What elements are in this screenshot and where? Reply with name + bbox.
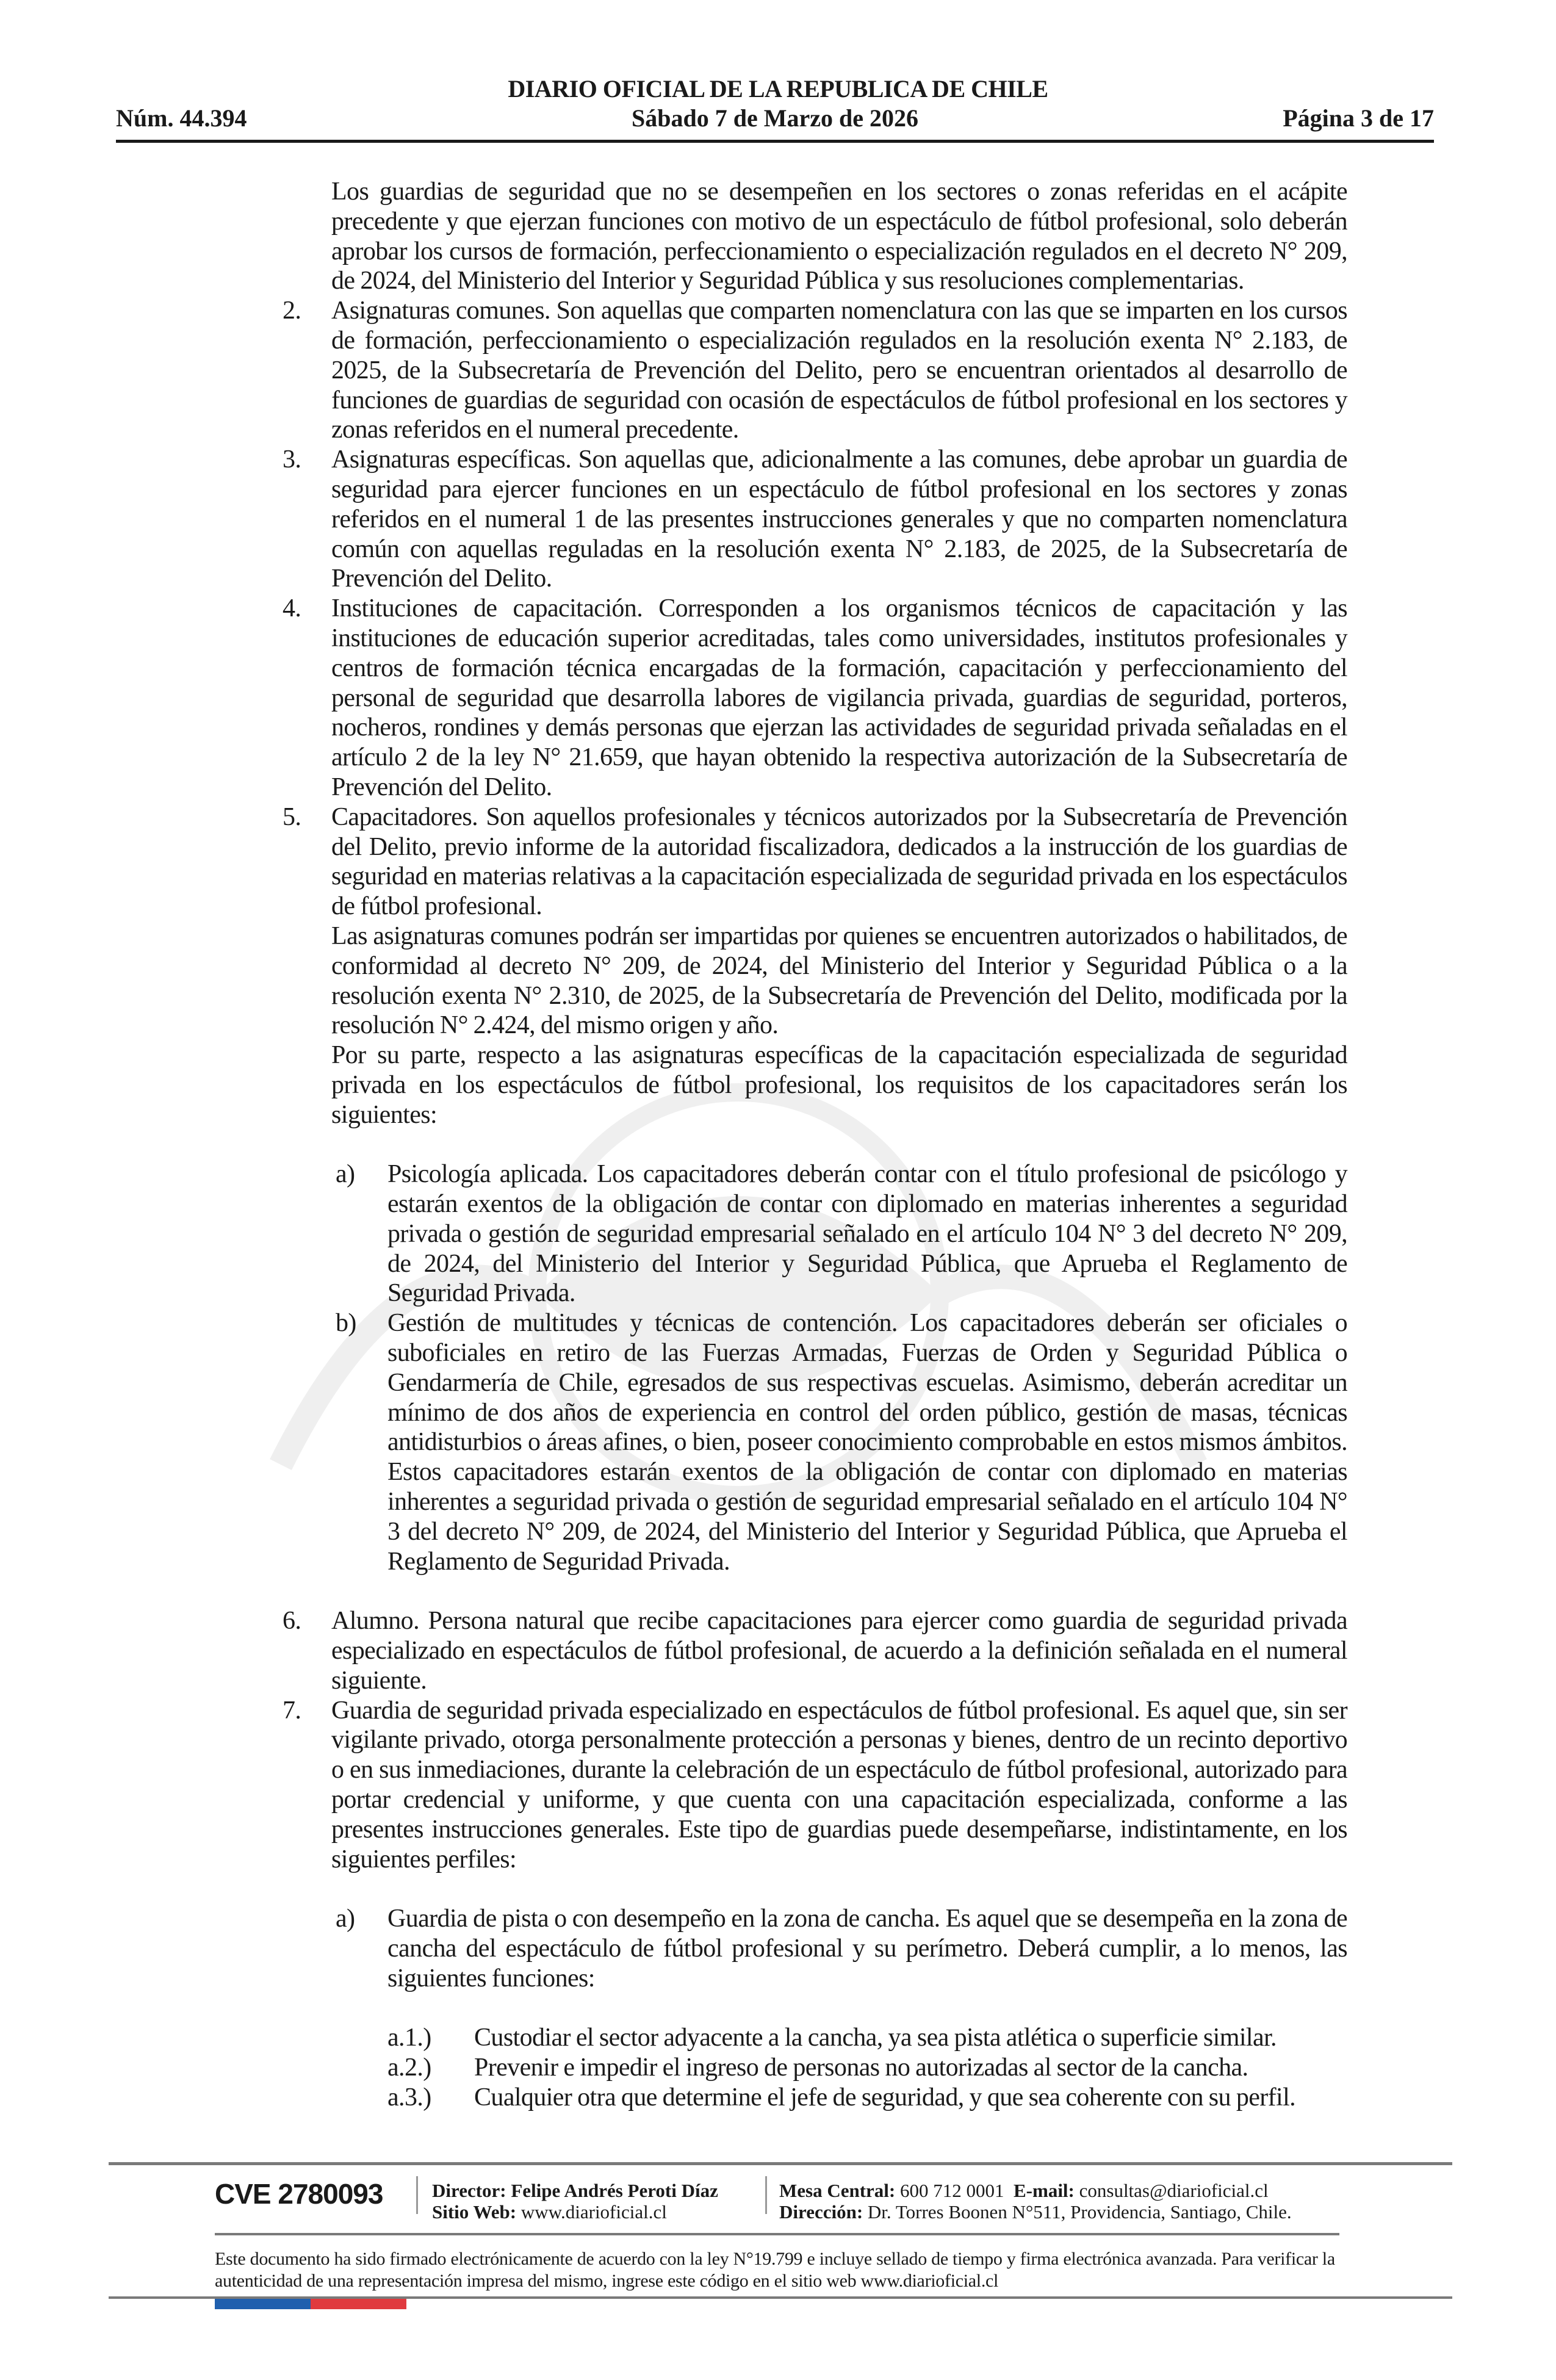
address-label: Dirección:	[779, 2201, 863, 2223]
footer-separator	[416, 2176, 418, 2214]
sub-item-text: Psicología aplicada. Los capacitadores deberán contar con el título profesional de psicólogo y estarán exentos de la obligación de contar con diplomado en materias inherentes a seguridad privada o gestión de seguridad empresarial señalado en el artículo 104 N° 3 del decreto N° 209, de 2024, del Ministerio del Interior y Seguridad Pública, que Aprueba el Reglamento de Seguridad Privada.	[387, 1160, 1347, 1308]
issue-number: Núm. 44.394	[116, 104, 247, 132]
sub-sub-item-label: a.1.)	[387, 2024, 431, 2052]
sub-item-text: Guardia de pista o con desempeño en la zona de cancha. Es aquel que se desempeña en la zona de cancha del espectáculo de fútbol profesional y su perímetro. Deberá cumplir, a lo menos, las siguientes funciones:	[387, 1905, 1347, 1992]
sub-sub-item-text: Prevenir e impedir el ingreso de personas no autorizadas al sector de la cancha.	[474, 2054, 1248, 2082]
item-text: Capacitadores. Son aquellos profesionales y técnicos autorizados por la Subsecretaría de Prevención del Delito, previo informe de la autoridad fiscalizadora, dedicados a la instrucción de los guardias de seguridad en materias relativas a la capacitación especializada de seguridad privada en los espectáculos de fútbol profesional.	[331, 802, 1347, 921]
item-text: Guardia de seguridad privada especializado en espectáculos de fútbol profesional. Es aquel que, sin ser vigilante privado, otorga personalmente protección a personas y bienes, dentro de un recinto deportivo o en sus inmediaciones, durante la celebración de un espectáculo de fútbol profesional, autorizado para portar credencial y uniforme, y que cuenta con una capacitación especializada, conforme a las presentes instrucciones generales. Este tipo de guardias puede desempeñarse, indistintamente, en los siguientes perfiles:	[331, 1696, 1347, 1873]
director-name: Felipe Andrés Peroti Díaz	[511, 2180, 718, 2201]
newspaper-title: DIARIO OFICIAL DE LA REPUBLICA DE CHILE	[508, 75, 1048, 103]
item-number: 7.	[283, 1696, 301, 1725]
sub-item	[283, 1904, 1347, 1993]
sub-item-text: Gestión de multitudes y técnicas de contención. Los capacitadores deberán ser oficiales o suboficiales en retiro de las Fuerzas Armadas, Fuerzas de Orden y Seguridad Pública o Gendarmería de Chile, egresados de sus respectivas escuelas. Asimismo, deberán acreditar un mínimo de dos años de experiencia en control del orden público, gestión de masas, técnicas antidisturbios o áreas afines, o bien, poseer conocimiento comprobable en estos mismos ámbitos. Estos capacitadores estarán exentos de la obligación de contar con diplomado en materias inherentes a seguridad privada o gestión de seguridad empresarial señalado en el artículo 104 N° 3 del decreto N° 209, de 2024, del Ministerio del Interior y Seguridad Pública, que Aprueba el Reglamento de Seguridad Privada.	[387, 1309, 1347, 1576]
list-item	[283, 1606, 1347, 1695]
footer-divider	[215, 2233, 1339, 2235]
sub-sub-item-label: a.3.)	[387, 2083, 431, 2111]
director-label: Director:	[432, 2180, 506, 2201]
phone-number: 600 712 0001	[900, 2180, 1004, 2201]
intro-paragraph: Los guardias de seguridad que no se desempeñen en los sectores o zonas referidas en el acápite precedente y que ejerzan funciones con motivo de un espectáculo de fútbol profesional, solo deberán aprobar los cursos de formación, perfeccionamiento o especialización regulados en el decreto N° 209, de 2024, del Ministerio del Interior y Seguridad Pública y sus resoluciones complementarias.	[331, 178, 1347, 295]
footer-contact-block	[779, 2180, 1292, 2223]
website-label: Sitio Web:	[432, 2201, 517, 2223]
list-item	[283, 594, 1347, 802]
signature-disclaimer: Este documento ha sido firmado electrónicamente de acuerdo con la ley N°19.799 e incluye sellado de tiempo y firma electrónica avanzada. Para verificar la autenticidad de una representación impresa del mismo, ingrese este código en el sitio web www.diarioficial.cl	[215, 2249, 1335, 2291]
phone-label: Mesa Central:	[779, 2180, 896, 2201]
item5-paragraph: Las asignaturas comunes podrán ser impartidas por quienes se encuentren autorizados o habilitados, de conformidad al decreto N° 209, de 2024, del Ministerio del Interior y Seguridad Pública o a la resolución exenta N° 2.310, de 2025, de la Subsecretaría de Prevención del Delito, modificada por la resolución N° 2.424, del mismo origen y año.	[331, 921, 1347, 1040]
issue-date: Sábado 7 de Marzo de 2026	[632, 104, 918, 132]
item-number: 2.	[283, 297, 301, 325]
sub-item	[283, 1308, 1347, 1576]
sub-item-letter: a)	[336, 1160, 355, 1189]
sub-item-letter: a)	[336, 1905, 355, 1933]
sub-sub-item	[283, 2083, 1347, 2113]
item5-paragraph: Por su parte, respecto a las asignaturas específicas de la capacitación especializada de seguridad privada en los espectáculos de fútbol profesional, los requisitos de los capacitadores serán los siguientes:	[331, 1041, 1347, 1129]
list-item	[283, 296, 1347, 445]
document-body	[283, 177, 1347, 2113]
sub-sub-item	[283, 2053, 1347, 2083]
sub-sub-item-text: Cualquier otra que determine el jefe de seguridad, y que sea coherente con su perfil.	[474, 2083, 1296, 2111]
page-number: Página 3 de 17	[1283, 104, 1434, 132]
sub-sub-item-text: Custodiar el sector adyacente a la cancha, ya sea pista atlética o superficie similar.	[474, 2024, 1277, 2052]
item-text: Asignaturas comunes. Son aquellas que comparten nomenclatura con las que se imparten en los cursos de formación, perfeccionamiento o especialización regulados en la resolución exenta N° 2.183, de 2025, de la Subsecretaría de Prevención del Delito, pero se encuentran orientados al desarrollo de funciones de guardias de seguridad con ocasión de espectáculos de fútbol profesional en los sectores y zonas referidos en el numeral precedente.	[331, 297, 1347, 444]
sub-sub-item-label: a.2.)	[387, 2054, 431, 2082]
header-divider	[116, 140, 1434, 143]
list-item	[283, 445, 1347, 594]
sub-item	[283, 1159, 1347, 1308]
list-item	[283, 802, 1347, 921]
list-item	[283, 1696, 1347, 1875]
footer-divider	[109, 2162, 1452, 2165]
footer-director-block	[432, 2180, 718, 2223]
website-link[interactable]: www.diarioficial.cl	[520, 2201, 667, 2223]
header-row	[116, 104, 1434, 134]
item-number: 4.	[283, 594, 301, 623]
item-number: 3.	[283, 445, 301, 474]
flag-stripe-red	[311, 2299, 406, 2309]
item-text: Instituciones de capacitación. Corresponden a los organismos técnicos de capacitación y las instituciones de educación superior acreditadas, tales como universidades, institutos profesionales y centros de formación técnica encargadas de la formación, capacitación y perfeccionamiento del personal de seguridad que desarrolla labores de vigilancia privada, guardias de seguridad, porteros, nocheros, rondines y demás personas que ejerzan las actividades de seguridad privada señaladas en el artículo 2 de la ley N° 21.659, que hayan obtenido la respectiva autorización de la Subsecretaría de Prevención del Delito.	[331, 594, 1347, 801]
flag-stripe-blue	[215, 2299, 311, 2309]
cve-code: CVE 2780093	[215, 2178, 383, 2210]
email-label: E-mail:	[1014, 2180, 1075, 2201]
item-number: 6.	[283, 1607, 301, 1635]
item-text: Alumno. Persona natural que recibe capacitaciones para ejercer como guardia de seguridad privada especializado en espectáculos de fútbol profesional, de acuerdo a la definición señalada en el numeral siguiente.	[331, 1607, 1347, 1695]
sub-sub-item	[283, 2023, 1347, 2053]
item-number: 5.	[283, 802, 301, 831]
footer-separator	[765, 2176, 767, 2214]
item-text: Asignaturas específicas. Son aquellas que, adicionalmente a las comunes, debe aprobar un guardia de seguridad para ejercer funciones en un espectáculo de fútbol profesional en los sectores y zonas referidos en el numeral 1 de las presentes instrucciones generales y que no comparten nomenclatura común con aquellas reguladas en la resolución exenta N° 2.183, de 2025, de la Subsecretaría de Prevención del Delito.	[331, 445, 1347, 593]
address: Dr. Torres Boonen N°511, Providencia, Santiago, Chile.	[867, 2201, 1292, 2223]
sub-item-letter: b)	[336, 1309, 356, 1338]
email-link[interactable]: consultas@diarioficial.cl	[1079, 2180, 1269, 2201]
